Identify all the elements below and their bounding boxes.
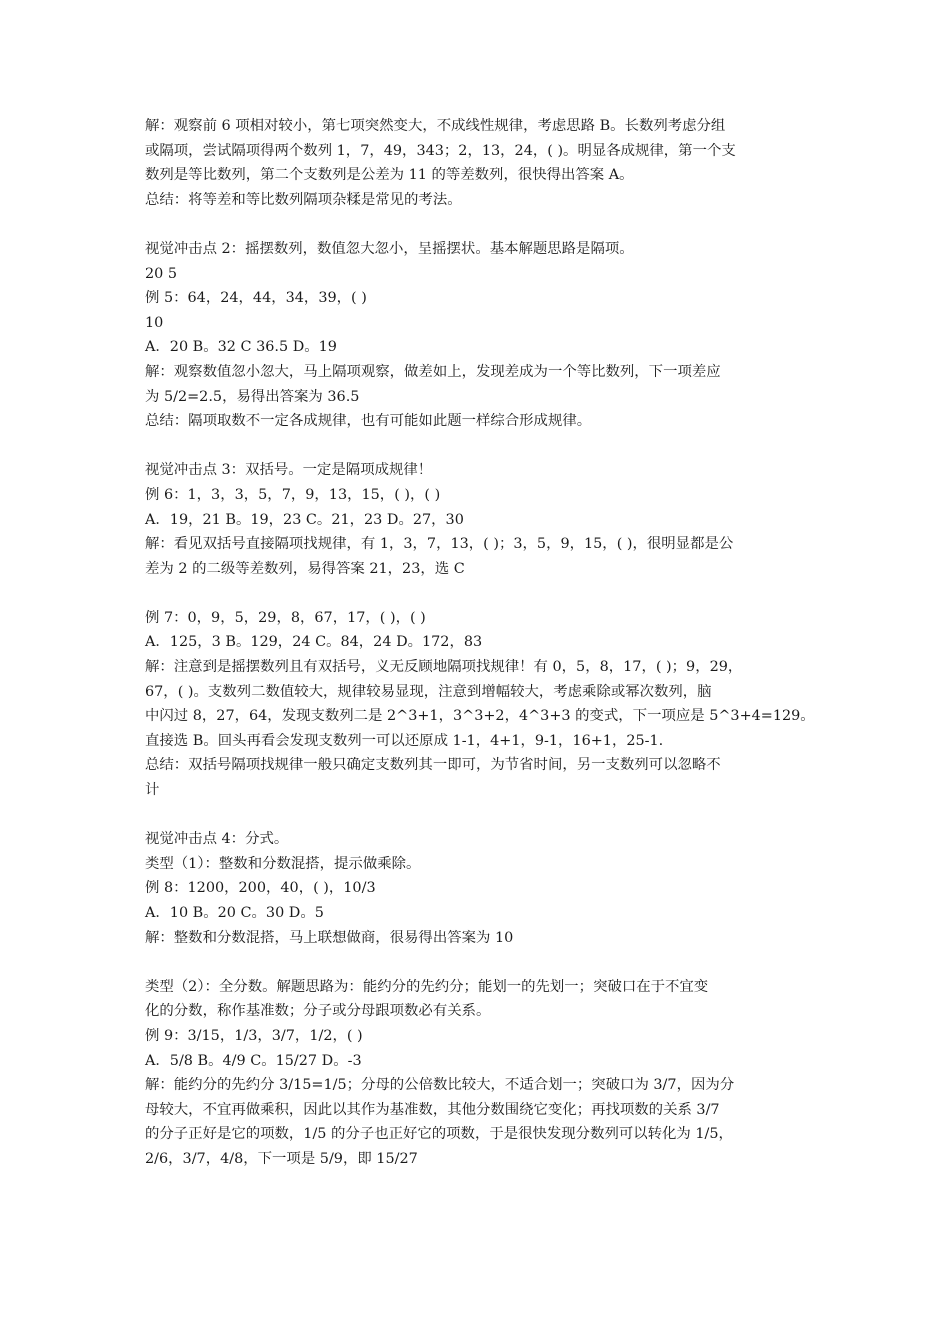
text-line: 解：看见双括号直接隔项找规律，有 1，3，7，13，( )；3，5，9，15，( )，很明显都是公 — [145, 536, 734, 553]
text-line: 总结：将等差和等比数列隔项杂糅是常见的考法。 — [145, 191, 462, 208]
blank-line — [145, 581, 813, 606]
text-line: 总结：双括号隔项找规律一般只确定支数列其一即可，为节省时间，另一支数列可以忽略不 — [145, 757, 721, 774]
text-line: 视觉冲击点 3：双括号。一定是隔项成规律！ — [145, 462, 433, 479]
text-line: 数列是等比数列，第二个支数列是公差为 11 的等差数列，很快得出答案 A。 — [145, 167, 634, 184]
text-line: 解：观察数值忽小忽大，马上隔项观察，做差如上，发现差成为一个等比数列，下一项差应 — [145, 363, 721, 380]
text-line: 67，( )。支数列二数值较大，规律较易显现，注意到增幅较大，考虑乘除或幂次数列，脑 — [145, 683, 712, 700]
text-line: A．125，3 B。129，24 C。84，24 D。172，83 — [145, 634, 483, 651]
blank-line — [145, 950, 813, 975]
text-line: 20 5 — [145, 265, 178, 282]
text-line: 10 — [145, 314, 164, 331]
text-line: 化的分数，称作基准数；分子或分母跟项数必有关系。 — [145, 1003, 491, 1020]
blank-line — [145, 212, 813, 237]
text-line: 视觉冲击点 2：摇摆数列，数值忽大忽小，呈摇摆状。基本解题思路是隔项。 — [145, 240, 634, 257]
text-line: 直接选 B。回头再看会发现支数列一可以还原成 1-1，4+1，9-1，16+1，25-1. — [145, 732, 664, 749]
text-line: 例 5：64，24，44，34，39，( ) — [145, 290, 367, 307]
document-page — [145, 114, 813, 1172]
text-line: 解：能约分的先约分 3/15=1/5；分母的公倍数比较大，不适合划一；突破口为 3/7，因为分 — [145, 1077, 735, 1094]
text-line: 例 9：3/15，1/3，3/7，1/2，( ) — [145, 1027, 363, 1044]
text-line: 解：整数和分数混搭，马上联想做商，很易得出答案为 10 — [145, 929, 514, 946]
text-line: A．19，21 B。19，23 C。21，23 D。27，30 — [145, 511, 464, 528]
text-line: 的分子正好是它的项数，1/5 的分子也正好它的项数，于是很快发现分数列可以转化为 1/5， — [145, 1126, 733, 1143]
text-line: 母较大，不宜再做乘积，因此以其作为基准数，其他分数围绕它变化；再找项数的关系 3/7 — [145, 1101, 720, 1118]
text-line: 例 7：0，9，5，29，8，67，17，( )，( ) — [145, 609, 426, 626]
text-line: 差为 2 的二级等差数列，易得答案 21，23，选 C — [145, 560, 465, 577]
text-line: 视觉冲击点 4：分式。 — [145, 831, 289, 848]
text-line: 总结：隔项取数不一定各成规律，也有可能如此题一样综合形成规律。 — [145, 413, 592, 430]
text-line: 或隔项，尝试隔项得两个数列 1，7，49，343；2，13，24，( )。明显各成规律，第一个支 — [145, 142, 736, 159]
blank-line — [145, 434, 813, 459]
text-line: 为 5/2=2.5，易得出答案为 36.5 — [145, 388, 360, 405]
text-line: 类型（1）：整数和分数混搭，提示做乘除。 — [145, 855, 421, 872]
text-line: 例 8：1200，200，40，( )，10/3 — [145, 880, 376, 897]
text-line: 中闪过 8，27，64，发现支数列二是 2^3+1，3^3+2，4^3+3 的变式，下一项应是 5^3+4=129。 — [145, 708, 815, 725]
text-line: 解：观察前 6 项相对较小，第七项突然变大，不成线性规律，考虑思路 B。长数列考虑分组 — [145, 118, 726, 134]
blank-line — [145, 803, 813, 828]
text-line: 解：注意到是摇摆数列且有双括号，义无反顾地隔项找规律！有 0，5，8，17，( )；9，29， — [145, 659, 743, 676]
text-line: A．20 B。32 C 36.5 D。19 — [145, 339, 337, 356]
text-line: 类型（2）：全分数。解题思路为：能约分的先约分；能划一的先划一；突破口在于不宜变 — [145, 978, 709, 995]
text-line: A．10 B。20 C。30 D。5 — [145, 905, 324, 921]
text-line: A．5/8 B。4/9 C。15/27 D。-3 — [145, 1052, 362, 1069]
text-line: 计 — [145, 782, 160, 799]
text-line: 例 6：1，3，3，5，7，9，13，15，( )，( ) — [145, 486, 441, 503]
text-line: 2/6，3/7，4/8，下一项是 5/9，即 15/27 — [145, 1150, 418, 1167]
